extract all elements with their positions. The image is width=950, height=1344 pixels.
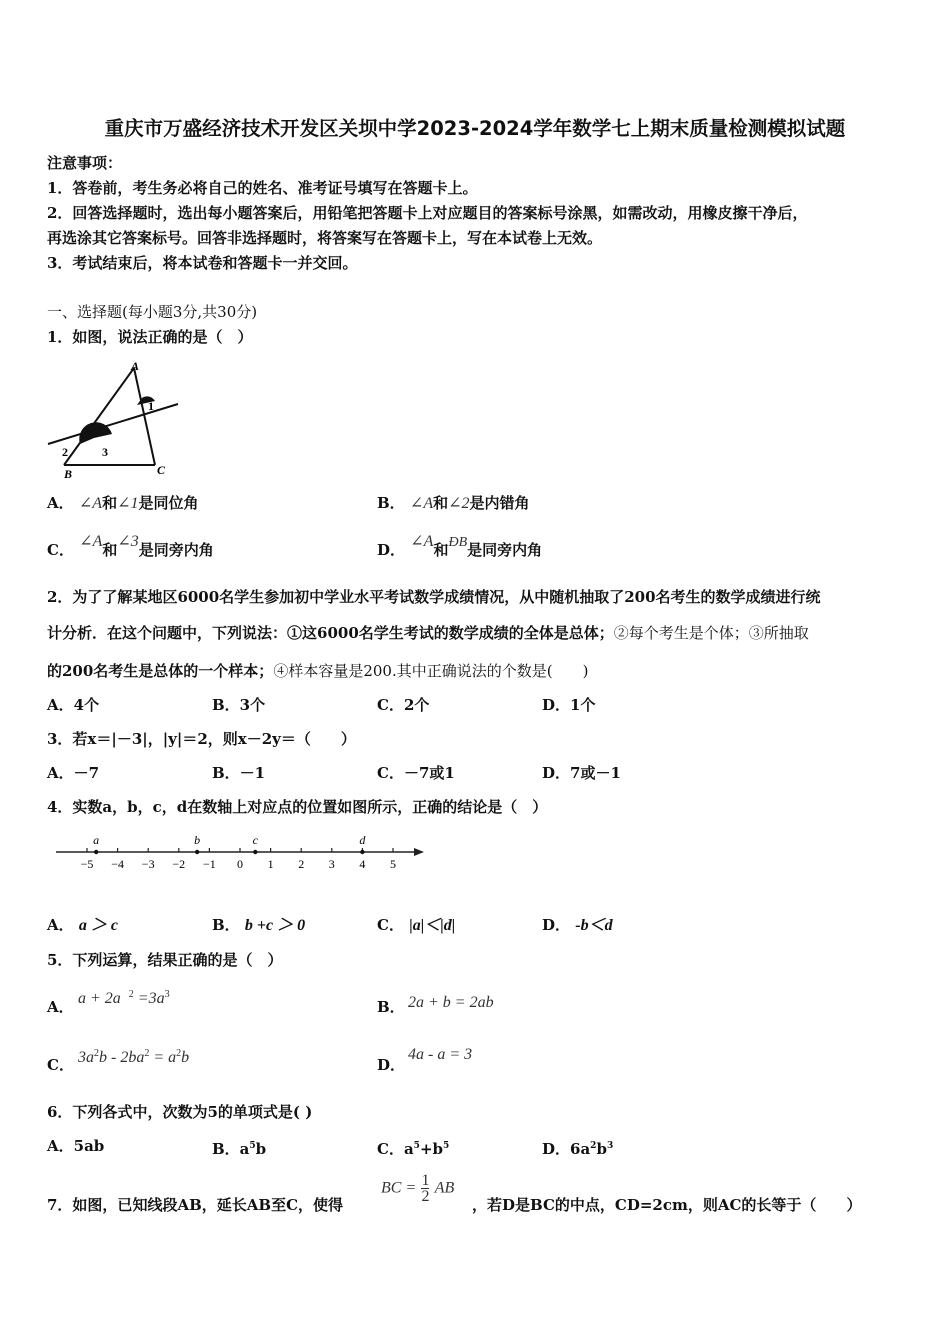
q4-option-a[interactable]: A． a ＞ c [47, 916, 118, 934]
q5-option-a-label[interactable]: A． [47, 998, 74, 1016]
q6-option-b[interactable]: B．$a^5b$ [212, 1140, 267, 1158]
q5-option-c-label[interactable]: C． [47, 1056, 74, 1074]
q2-option-a[interactable]: A．4个 [47, 696, 100, 714]
angle-2-label: 2 [62, 445, 68, 459]
q1-option-a[interactable]: A． ∠A和∠1是同位角 [47, 494, 199, 512]
point-d-label: d [359, 833, 366, 847]
axis-tick-label: 1 [267, 857, 274, 871]
q2-option-c[interactable]: C．2个 [377, 696, 430, 714]
q5-option-c-expr: $3a^2b - 2ba^2 = a^2b$ [78, 1048, 190, 1066]
q6-option-d[interactable]: D．$6a^2b^3$ [542, 1140, 614, 1158]
question-7-stem-part2: ，若D是BC的中点，CD=2cm，则AC的长等于（ ） [472, 1196, 862, 1214]
axis-tick-label: 5 [390, 857, 396, 871]
question-3-stem: 3．若x＝|－3|，|y|＝2，则x－2y＝（ ） [47, 730, 356, 748]
axis-tick-label: −3 [141, 857, 155, 871]
q5-option-d-expr: 4a - a = 3 [408, 1046, 473, 1063]
q3-option-b[interactable]: B．－1 [212, 764, 266, 782]
notice-item: 再选涂其它答案标号。回答非选择题时，将答案写在答题卡上，写在本试卷上无效。 [47, 229, 603, 247]
q6-option-a[interactable]: A．5ab [47, 1137, 105, 1155]
page-title: 重庆市万盛经济技术开发区关坝中学2023-2024学年数学七上期末质量检测模拟试题 [104, 117, 846, 140]
point-d [360, 850, 364, 854]
notice-item: 1．答卷前，考生务必将自己的姓名、准考证号填写在答题卡上。 [47, 179, 478, 197]
axis-tick-label: 0 [237, 857, 243, 871]
section-heading: 一、选择题(每小题3分,共30分) [47, 303, 258, 321]
q3-option-d[interactable]: D．7或－1 [542, 764, 621, 782]
q3-option-a[interactable]: A．－7 [47, 764, 100, 782]
question-2-line: 2．为了了解某地区6000名学生参加初中学业水平考试数学成绩情况，从中随机抽取了200名考生的数学成绩进行统 [47, 588, 821, 606]
question-5-stem: 5．下列运算，结果正确的是（ ） [47, 951, 283, 969]
point-c-label: c [252, 833, 258, 847]
q1-option-d[interactable]: D． ∠A和ÐB是同旁内角 [377, 533, 543, 559]
axis-tick-label: 3 [328, 857, 335, 871]
q2-option-d[interactable]: D．1个 [542, 696, 596, 714]
point-C-label: C [157, 463, 166, 477]
question-4-stem: 4．实数a，b，c，d在数轴上对应点的位置如图所示，正确的结论是（ ） [47, 798, 548, 816]
q5-option-b-expr: 2a + b = 2ab [408, 994, 494, 1011]
question-2-line: 计分析．在这个问题中，下列说法：①这6000名学生考试的数学成绩的全体是总体；②每个考生是个体；③所抽取 [47, 624, 809, 642]
axis-tick-label: −4 [111, 857, 124, 871]
question-1-stem: 1．如图，说法正确的是（ ） [47, 328, 253, 346]
point-A-label: A [131, 359, 140, 373]
arrow-head [414, 848, 424, 856]
axis-tick-label: −2 [172, 857, 186, 871]
q4-option-b[interactable]: B． b +c ＞ 0 [212, 916, 306, 934]
angle-1-label: 1 [148, 399, 154, 413]
q5-option-a-expr: a + 2a $^2 =3a^3$ [78, 989, 170, 1007]
axis-tick-label: 2 [298, 857, 305, 871]
notice-item: 2．回答选择题时，选出每小题答案后，用铅笔把答题卡上对应题目的答案标号涂黑，如需改动，用橡皮擦干净后， [47, 204, 808, 222]
point-a-label: a [93, 833, 100, 847]
axis-tick-label: −1 [203, 857, 216, 871]
question-2-line: 的200名考生是总体的一个样本；④样本容量是200.其中正确说法的个数是( ) [47, 662, 589, 680]
q5-option-d-label[interactable]: D． [377, 1056, 406, 1074]
q1-option-b[interactable]: B． ∠A和∠2是内错角 [377, 494, 530, 512]
point-b [195, 850, 199, 854]
q7-formula: BC = $\frac{1}{2}$ AB [381, 1172, 455, 1205]
point-a [94, 850, 98, 854]
question-6-stem: 6．下列各式中，次数为5的单项式是( ) [47, 1103, 313, 1121]
angle-3-label: 3 [102, 445, 108, 459]
question-7-stem-part1: 7．如图，已知线段AB，延长AB至C，使得 [47, 1196, 344, 1214]
point-c [253, 850, 257, 854]
point-b-label: b [194, 833, 201, 847]
q5-option-b-label[interactable]: B． [377, 998, 405, 1016]
triangle-figure [44, 358, 184, 482]
q2-option-b[interactable]: B．3个 [212, 696, 266, 714]
q1-option-c[interactable]: C． ∠A和∠3是同旁内角 [47, 533, 214, 559]
notice-item: 3．考试结束后，将本试卷和答题卡一并交回。 [47, 254, 358, 272]
axis-tick-label: 4 [359, 857, 366, 871]
notice-heading: 注意事项： [47, 154, 123, 172]
number-line [52, 828, 437, 880]
q6-option-c[interactable]: C．$a^5+b^5$ [377, 1140, 450, 1158]
q4-option-c[interactable]: C． |a|＜|d| [377, 916, 456, 934]
axis-tick-label: −5 [80, 857, 94, 871]
q3-option-c[interactable]: C．－7或1 [377, 764, 455, 782]
q4-option-d[interactable]: D． -b＜d [542, 916, 613, 934]
point-B-label: B [64, 467, 73, 481]
